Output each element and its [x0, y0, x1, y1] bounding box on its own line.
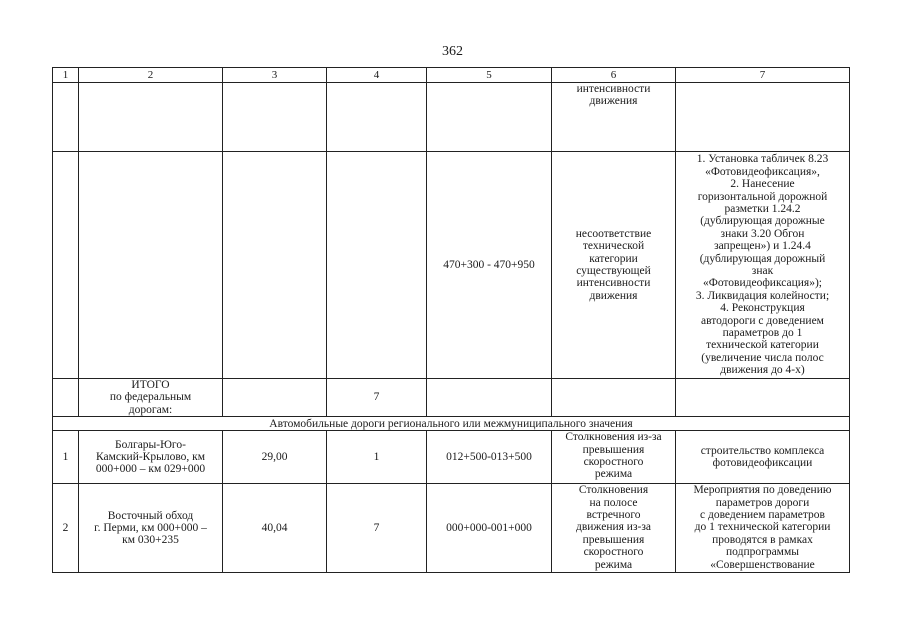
table-cell [552, 484, 676, 573]
row-number: 2 [53, 484, 79, 573]
table-cell [676, 484, 850, 573]
table-cell [53, 379, 79, 417]
table-cell [223, 83, 327, 152]
column-header: 7 [676, 68, 850, 83]
table-cell [327, 83, 427, 152]
table-cell [327, 152, 427, 379]
page-number: 362 [442, 44, 463, 59]
table-row [53, 431, 850, 484]
table-cell [552, 152, 676, 379]
section-header: Автомобильные дороги регионального или межмуниципального значения [53, 417, 850, 431]
measures-text: 1. Установка табличек 8.23 «Фотовидеофиксация», 2. Нанесение горизонтальной дорожной разметки 1.24.2 (дублирующая дорожные знаки 3.20 Обгон запрещен») и 1.24.4 (дублирующая дорожный знак «Фотовидеофиксация»); 3. Ликвидация колейности; 4. Реконструкция автодороги с доведением параметров до 1 технической категории (увеличение числа полос движения до 4-х) [695, 153, 830, 377]
accident-count: 7 [327, 484, 427, 573]
table-row [53, 484, 850, 573]
table-cell [676, 379, 850, 417]
table-cell [79, 484, 223, 573]
table-cell [53, 83, 79, 152]
cause-text: Столкновения из-за превышения скоростного режима [565, 431, 662, 481]
table-row [53, 83, 850, 152]
road-name: Болгары-Юго- Камский-Крылово, км 000+000 – км 029+000 [95, 438, 206, 476]
column-header: 2 [79, 68, 223, 83]
column-header: 1 [53, 68, 79, 83]
table-cell [552, 431, 676, 484]
segment-text: 470+300 - 470+950 [443, 258, 535, 271]
total-row [53, 379, 850, 417]
table-row [53, 152, 850, 379]
column-header: 4 [327, 68, 427, 83]
total-count: 7 [373, 391, 380, 404]
table-cell [79, 152, 223, 379]
row-number: 1 [53, 431, 79, 484]
road-name: Восточный обход г. Перми, км 000+000 – км 030+235 [94, 509, 207, 547]
table-cell [53, 152, 79, 379]
total-label: ИТОГО по федеральным дорогам: [109, 379, 192, 416]
table-cell [427, 152, 552, 379]
table-header-row [53, 68, 850, 83]
table-cell [552, 83, 676, 152]
table-cell [327, 379, 427, 417]
table-cell [676, 431, 850, 484]
table-cell [223, 152, 327, 379]
table-cell [676, 152, 850, 379]
roads-table [52, 67, 850, 573]
table-cell [79, 431, 223, 484]
measures-text: Мероприятия по доведению параметров дороги с доведением параметров до 1 технической категории проводятся в рамках подпрограммы «Совершенствование [693, 484, 832, 571]
section-header-row [53, 417, 850, 431]
accident-count: 1 [327, 431, 427, 484]
column-header: 3 [223, 68, 327, 83]
column-header: 5 [427, 68, 552, 83]
table-cell [676, 83, 850, 152]
table-cell [223, 379, 327, 417]
road-length: 29,00 [223, 431, 327, 484]
cause-text: интенсивности движения [576, 83, 651, 108]
segment-text: 012+500-013+500 [427, 431, 552, 484]
road-length: 40,04 [223, 484, 327, 573]
table-cell [79, 83, 223, 152]
cause-text: несоответствие технической категории существующей интенсивности движения [575, 227, 652, 302]
table-cell [79, 379, 223, 417]
column-header: 6 [552, 68, 676, 83]
cause-text: Столкновения на полосе встречного движения из-за превышения скоростного режима [576, 484, 651, 571]
table-cell [552, 379, 676, 417]
measures-text: строительство комплекса фотовидеофиксации [700, 444, 825, 470]
table-cell [427, 379, 552, 417]
segment-text: 000+000-001+000 [427, 484, 552, 573]
table-cell [427, 83, 552, 152]
